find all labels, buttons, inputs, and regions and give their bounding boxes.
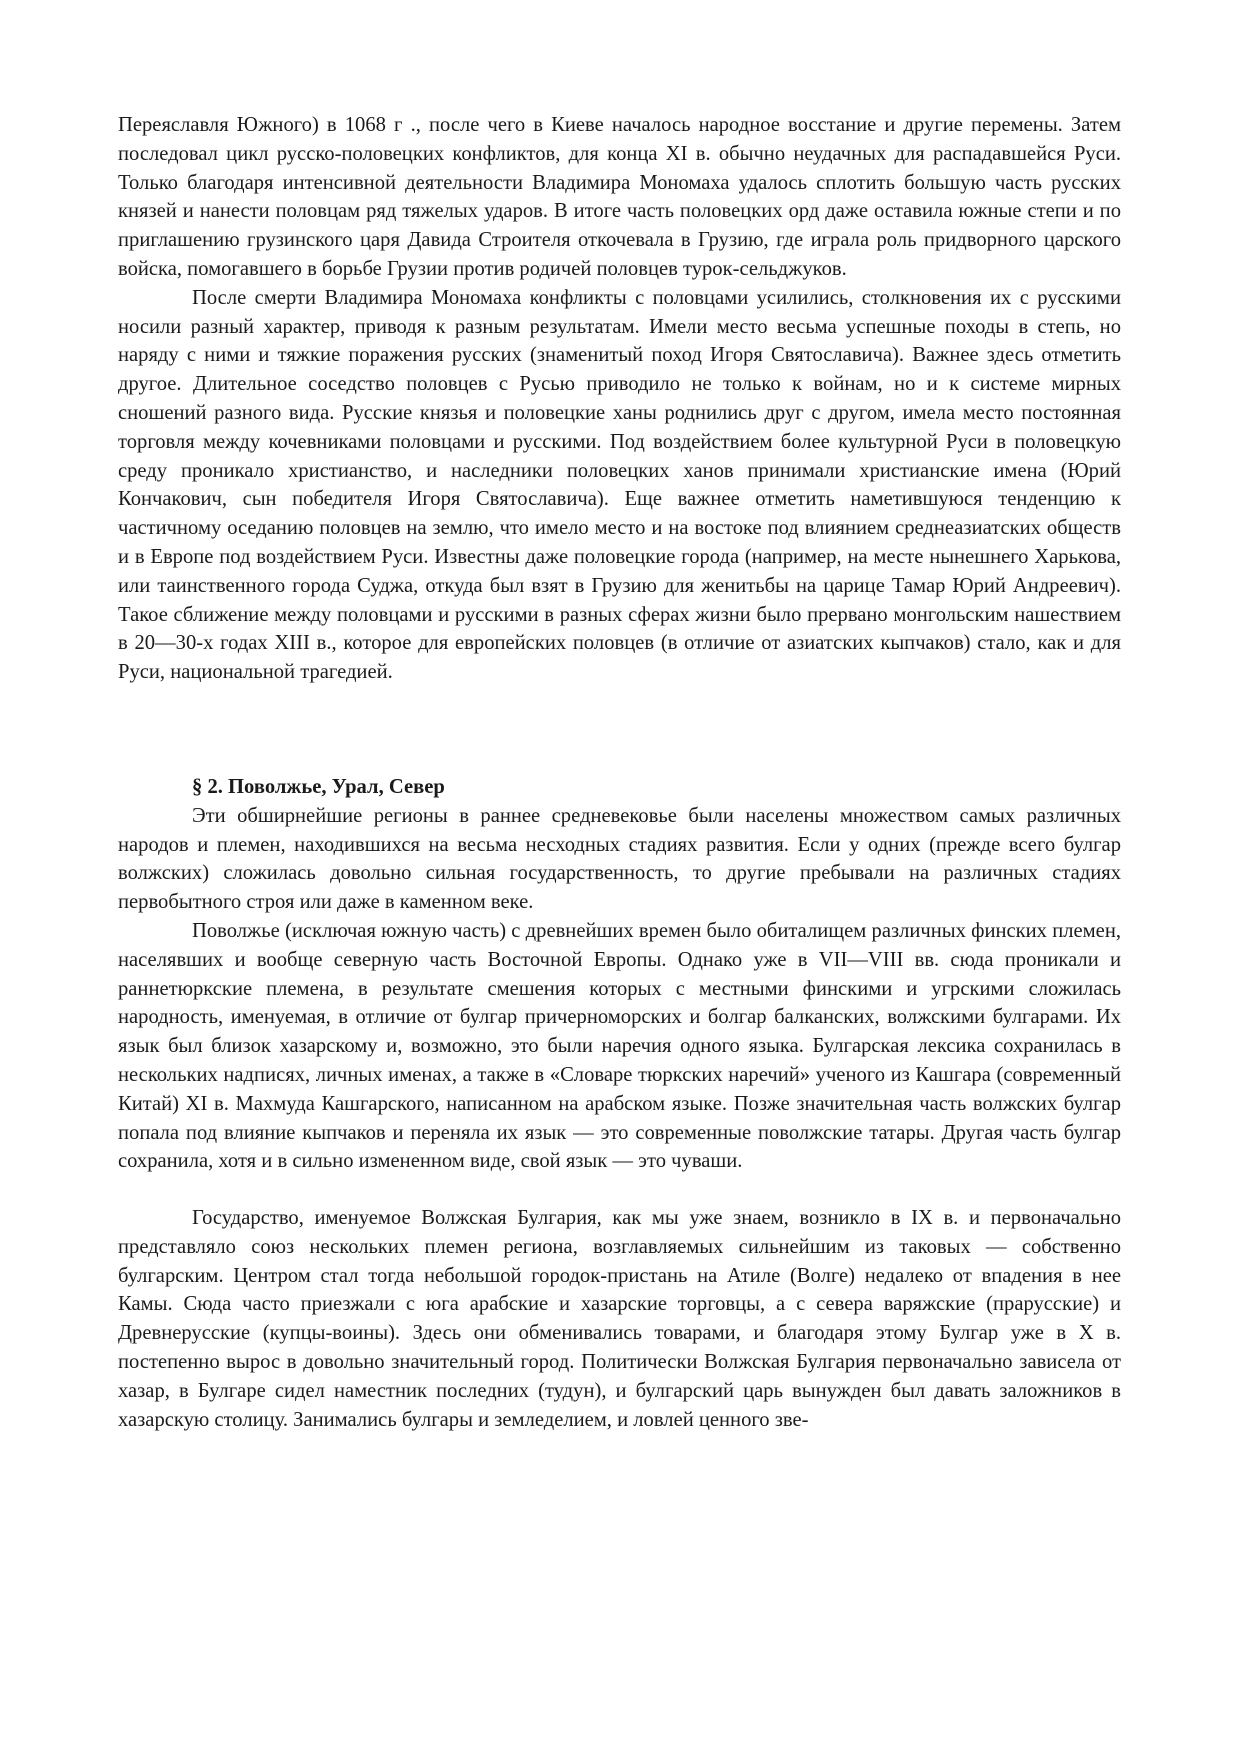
paragraph-spacer: [118, 1176, 1121, 1204]
paragraph-volga-peoples: Поволжье (исключая южную часть) с древнейших времен было обиталищем различных финских племен, населявших и вообще северную часть Восточной Европы. Однако уже в VII—VIII вв. сюда проникали и раннетюркские племена, в результате смешения которых с местными финскими и угрскими сложилась народность, именуемая, в отличие от булгар причерноморских и болгар балканских, волжскими булгарами. Их язык был близок хазарскому и, возможно, это были наречия одного языка. Булгарская лексика сохранилась в нескольких надписях, личных именах, а также в «Словаре тюркских наречий» ученого из Кашгара (современный Китай) XI в. Махмуда Кашгарского, написанном на арабском языке. Позже значительная часть волжских булгар попала под влияние кыпчаков и переняла их язык — это современные поволжские татары. Другая часть булгар сохранила, хотя и в сильно измененном виде, свой язык — это чуваши.: [118, 919, 1121, 1173]
paragraph-polovtsy-after-monomakh: После смерти Владимира Мономаха конфликты с половцами усилились, столкновения их с русскими носили разный характер, приводя к разным результатам. Имели место весьма успешные походы в степь, но наряду с ними и тяжкие поражения русских (знаменитый поход Игоря Святославича). Важнее здесь отметить другое. Длительное соседство половцев с Русью приводило не только к войнам, но и к системе мирных сношений разного вида. Русские князья и половецкие ханы роднились друг с другом, имела место постоянная торговля между кочевниками половцами и русскими. Под воздействием более культурной Руси в половецкую среду проникало христианство, и наследники половецких ханов принимали христианские имена (Юрий Кончакович, сын победителя Игоря Святославича). Еще важнее отметить наметившуюся тенденцию к частичному оседанию половцев на землю, что имело место и на востоке под влиянием среднеазиатских обществ и в Европе под воздействием Руси. Известны даже половецкие города (например, на месте нынешнего Харькова, или таинственного города Суджа, откуда был взят в Грузию для женитьбы на царице Тамар Юрий Андреевич). Такое сближение между половцами и русскими в разных сферах жизни было прервано монгольским нашествием в 20—30-х годах XIII в., которое для европейских половцев (в отличие от азиатских кыпчаков) стало, как и для Руси, национальной трагедией.: [118, 286, 1121, 684]
document-page: [118, 111, 1121, 1434]
paragraph-volga-bulgaria-state: Государство, именуемое Волжская Булгария, как мы уже знаем, возникло в IX в. и первоначально представляло союз нескольких племен региона, возглавляемых сильнейшим из таковых — собственно булгарским. Центром стал тогда небольшой городок-пристань на Атиле (Волге) недалеко от впадения в нее Камы. Сюда часто приезжали с юга арабские и хазарские торговцы, а с севера варяжские (прарусские) и Древнерусские (купцы-воины). Здесь они обменивались товарами, и благодаря этому Булгар уже в X в. постепенно вырос в довольно значительный город. Политически Волжская Булгария первоначально зависела от хазар, в Булгаре сидел наместник последних (тудун), и булгарский царь вынужден был давать заложников в хазарскую столицу. Занимались булгары и земледелием, и ловлей ценного зве-: [118, 1207, 1121, 1431]
section-spacer: [118, 687, 1121, 773]
paragraph-polovtsy-intro: Переяславля Южного) в 1068 г ., после чего в Киеве началось народное восстание и другие перемены. Затем последовал цикл русско-половецких конфликтов, для конца XI в. обычно неудачных для распадавшейся Руси. Только благодаря интенсивной деятельности Владимира Мономаха удалось сплотить большую часть русских князей и нанести половцам ряд тяжелых ударов. В итоге часть половецких орд даже оставила южные степи и по приглашению грузинского царя Давида Строителя откочевала в Грузию, где играла роль придворного царского войска, помогавшего в борьбе Грузии против родичей половцев турок-сельджуков.: [118, 114, 1121, 280]
section-heading: § 2. Поволжье, Урал, Север: [192, 775, 445, 798]
paragraph-regions-overview: Эти обширнейшие регионы в раннее средневековье были населены множеством самых различных народов и племен, находившихся на весьма несходных стадиях развития. Если у одних (прежде всего булгар волжских) сложилась довольно сильная государственность, то другие пребывали на различных стадиях первобытного строя или даже в каменном веке.: [118, 804, 1121, 914]
